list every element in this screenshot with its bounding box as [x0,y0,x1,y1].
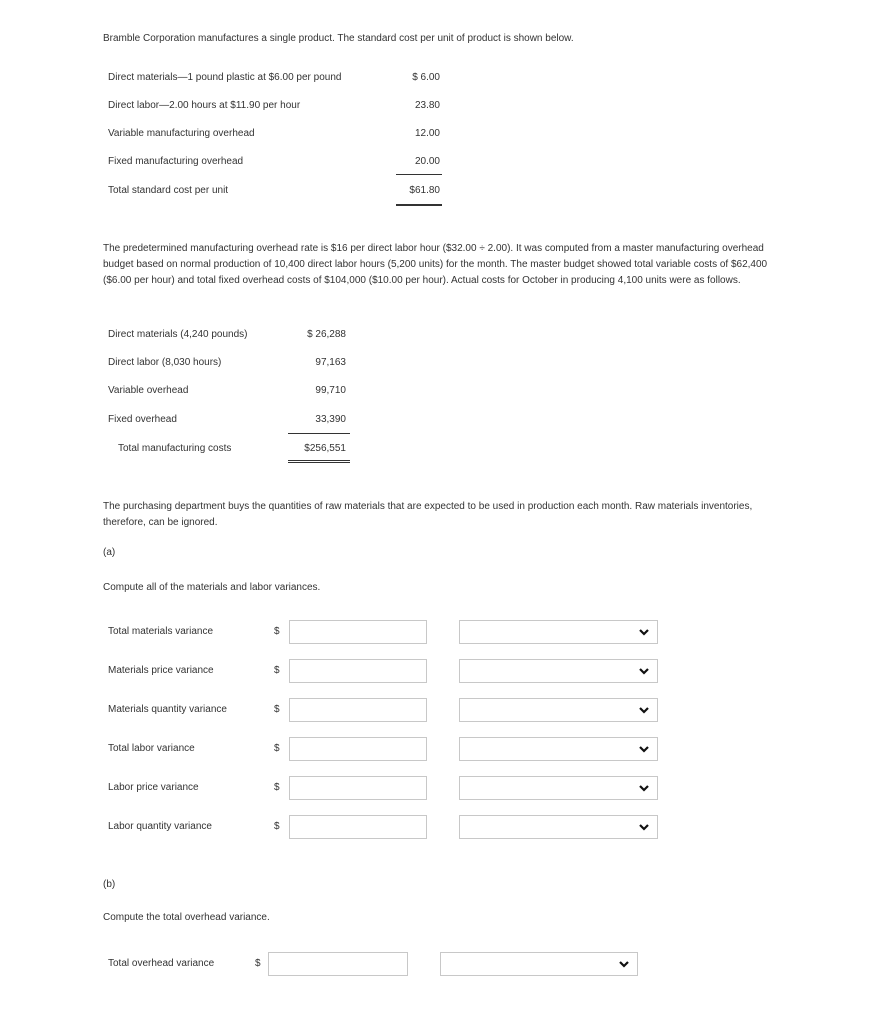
currency-symbol: $ [274,782,280,793]
chevron-down-icon [637,664,651,678]
actual-row-label: Direct materials (4,240 pounds) [108,329,248,340]
std-row-amount: 23.80 [414,100,440,111]
variance-label: Total materials variance [108,626,214,637]
total-overhead-variance-input[interactable] [268,952,408,976]
std-total-amount: $61.80 [409,185,440,196]
variance-label: Labor quantity variance [108,821,212,832]
chevron-down-icon [617,957,631,971]
std-row-label: Direct labor—2.00 hours at $11.90 per hour [108,100,301,111]
chevron-down-icon [637,820,651,834]
actual-row-amount: 33,390 [315,414,346,425]
variance-label: Materials quantity variance [108,704,227,715]
total-rule [396,204,442,206]
currency-symbol: $ [274,704,280,715]
actual-row-amount: 99,710 [315,385,346,396]
actual-total-label: Total manufacturing costs [118,443,232,454]
variance-label: Total overhead variance [108,958,215,969]
part-b-instruction: Compute the total overhead variance. [103,912,270,923]
std-row-label: Fixed manufacturing overhead [108,156,244,167]
currency-symbol: $ [274,743,280,754]
actual-row-label: Variable overhead [108,385,189,396]
total-materials-variance-input[interactable] [289,620,427,644]
actual-row-label: Fixed overhead [108,414,177,425]
std-row-amount: 12.00 [414,128,440,139]
actual-row-amount: $ 26,288 [307,329,346,340]
labor-price-variance-input[interactable] [289,776,427,800]
labor-quantity-variance-select[interactable] [459,815,658,839]
overhead-paragraph: The predetermined manufacturing overhead rate is $16 per direct labor hour ($32.00 ÷ 2.00). It was computed from a master manufacturing overhead budget based on normal production of 10,400 direct labor hours (5,200 units) for the month. The master budget showed total variable costs of $62,400 ($6.00 per hour) and total fixed overhead costs of $104,000 ($10.00 per hour). Actual costs for October in producing 4,100 units were as follows. [103,243,768,286]
total-materials-variance-select[interactable] [459,620,658,644]
purchasing-paragraph: The purchasing department buys the quantities of raw materials that are expected to be used in production each month. Raw materials inventories, therefore, can be ignored. [103,501,753,528]
subtotal-rule [288,433,350,434]
total-overhead-variance-select[interactable] [440,952,638,976]
materials-price-variance-select[interactable] [459,659,658,683]
std-total-label: Total standard cost per unit [108,185,229,196]
variance-label: Labor price variance [108,782,199,793]
labor-price-variance-select[interactable] [459,776,658,800]
chevron-down-icon [637,742,651,756]
materials-quantity-variance-input[interactable] [289,698,427,722]
labor-quantity-variance-input[interactable] [289,815,427,839]
part-b-label: (b) [103,879,116,890]
variance-label: Total labor variance [108,743,195,754]
currency-symbol: $ [274,665,280,676]
variance-label: Materials price variance [108,665,214,676]
materials-quantity-variance-select[interactable] [459,698,658,722]
chevron-down-icon [637,625,651,639]
chevron-down-icon [637,703,651,717]
currency-symbol: $ [274,626,280,637]
total-labor-variance-select[interactable] [459,737,658,761]
std-row-label: Variable manufacturing overhead [108,128,255,139]
currency-symbol: $ [274,821,280,832]
materials-price-variance-input[interactable] [289,659,427,683]
actual-row-label: Direct labor (8,030 hours) [108,357,222,368]
currency-symbol: $ [255,958,261,969]
part-a-instruction: Compute all of the materials and labor variances. [103,582,321,593]
std-row-label: Direct materials—1 pound plastic at $6.00 per pound [108,72,342,83]
total-rule [288,460,350,463]
part-a-label: (a) [103,547,116,558]
std-row-amount: 20.00 [414,156,440,167]
actual-total-amount: $256,551 [304,443,346,454]
subtotal-rule [396,174,442,175]
total-labor-variance-input[interactable] [289,737,427,761]
std-row-amount: $ 6.00 [412,72,440,83]
actual-row-amount: 97,163 [315,357,346,368]
intro-text: Bramble Corporation manufactures a single product. The standard cost per unit of product is shown below. [103,33,574,44]
chevron-down-icon [637,781,651,795]
